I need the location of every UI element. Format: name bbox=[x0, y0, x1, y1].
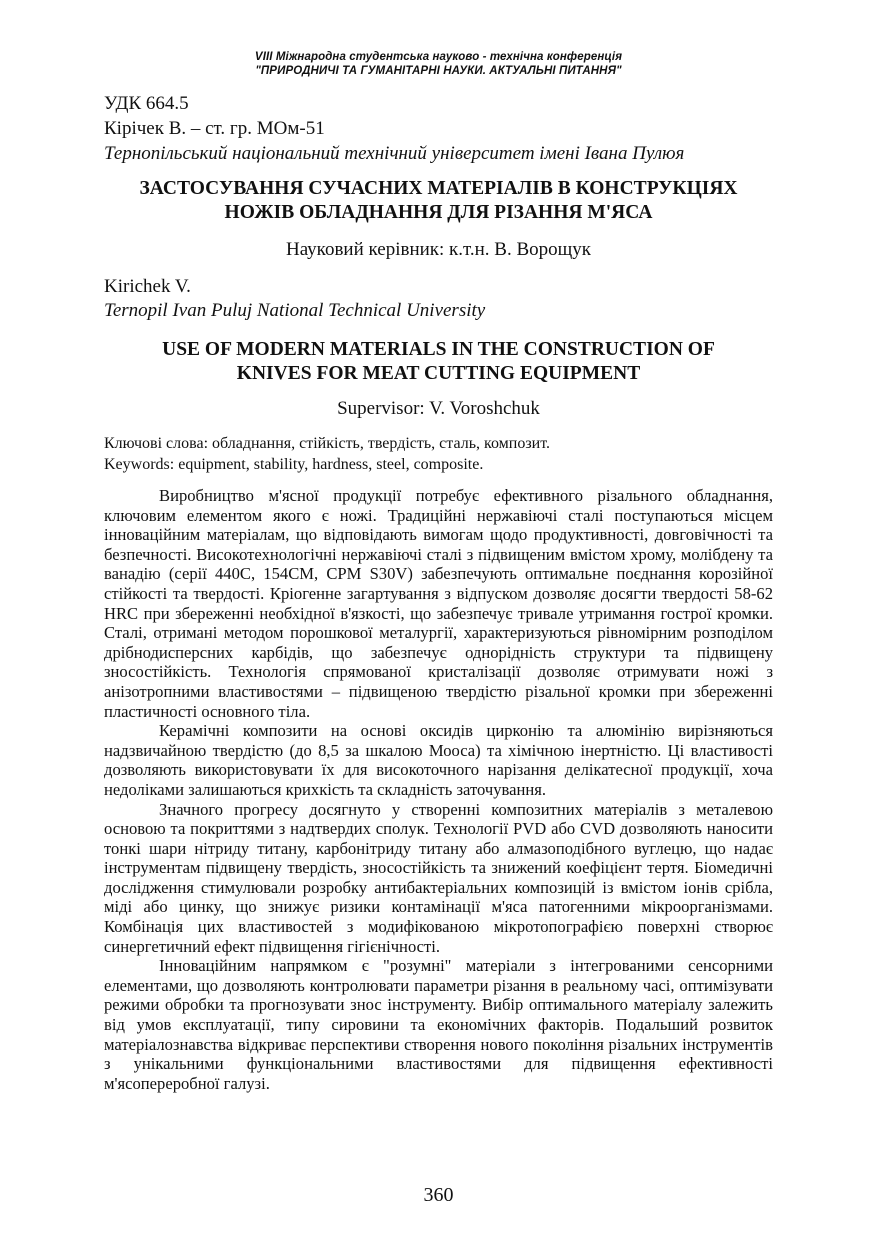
body-paragraph: Значного прогресу досягнуто у створенні композитних матеріалів з металевою основою та покриттями з надтвердих сполук. Технології PVD або CVD дозволяють наносити тонкі шари нітриду титану, карбонітриду титану або алмазоподібного вуглецю, що надає інструментам підвищену твердість, зносостійкість та знижений коефіцієнт тертя. Біомедичні дослідження стимулювали розробку антибактеріальних композицій із вмістом іонів срібла, міді або цинку, що знижує ризики контамінації м'яса патогенними мікроорганізмами. Комбінація цих властивостей з модифікованою мікротопографією поверхні створює синергетичний ефект підвищення гігієнічності. bbox=[104, 799, 773, 956]
conference-header-line1: VIII Міжнародна студентська науково - технічна конференція bbox=[254, 51, 623, 63]
supervisor-ukrainian: Науковий керівник: к.т.н. В. Ворощук bbox=[285, 239, 592, 260]
udk-code: УДК 664.5 bbox=[104, 93, 189, 114]
title-english-line1: USE OF MODERN MATERIALS IN THE CONSTRUCTION OF bbox=[162, 339, 715, 360]
keywords-ukrainian: Ключові слова: обладнання, стійкість, твердість, сталь, композит. bbox=[104, 435, 550, 452]
title-english-line2: KNIVES FOR MEAT CUTTING EQUIPMENT bbox=[236, 363, 641, 384]
affiliation-ukrainian: Тернопільський національний технічний університет імені Івана Пулюя bbox=[104, 143, 685, 164]
affiliation-english: Ternopil Ivan Puluj National Technical University bbox=[104, 300, 486, 321]
body-paragraph: Керамічні композити на основі оксидів цирконію та алюмінію вирізняються надзвичайною твердістю (до 8,5 за шкалою Мооса) та хімічною інертністю. Ці властивості дозволяють використовувати їх для високоточного нарізання делікатесної продукції, хоча недоліками залишаються крихкість та складність заточування. bbox=[104, 721, 773, 799]
author-ukrainian: Кірічек В. – ст. гр. МОм-51 bbox=[104, 118, 325, 139]
body-paragraph: Виробництво м'ясної продукції потребує ефективного різального обладнання, ключовим елементом якого є ножі. Традиційні нержавіючі сталі поступаються місцем інноваційним матеріалам, що відповідають вимогам щодо продуктивності, довговічності та безпечності. Високотехнологічні нержавіючі сталі з підвищеним вмістом хрому, молібдену та ванадію (серії 440С, 154CM, CPM S30V) забезпечують оптимальне поєднання корозійної стійкості та твердості. Кріогенне загартування з відпуском дозволяє досягти твердості 58-62 HRC при збереженні необхідної в'язкості, що забезпечує тривале утримання гострої кромки. Сталі, отримані методом порошкової металургії, характеризуються рівномірним розподілом дрібнодисперсних карбідів, що забезпечує однорідність структури та підвищену зносостійкість. Технологія спрямованої кристалізації дозволяє отримувати ножі з анізотропними властивостями – підвищеною твердістю різальної кромки при збереженні пластичності основного тіла. bbox=[104, 486, 773, 721]
body-text bbox=[104, 486, 773, 1093]
title-ukrainian-line1: ЗАСТОСУВАННЯ СУЧАСНИХ МАТЕРІАЛІВ В КОНСТРУКЦІЯХ bbox=[139, 178, 738, 199]
supervisor-english: Supervisor: V. Voroshchuk bbox=[337, 398, 540, 419]
author-english: Kirichek V. bbox=[104, 276, 191, 297]
page-number: 360 bbox=[423, 1184, 454, 1206]
conference-header-line2: "ПРИРОДНИЧІ ТА ГУМАНІТАРНІ НАУКИ. АКТУАЛЬНІ ПИТАННЯ" bbox=[255, 65, 622, 77]
body-paragraph: Інноваційним напрямком є "розумні" матеріали з інтегрованими сенсорними елементами, що дозволяють контролювати параметри різання в реальному часі, оптимізувати режими обробки та прогнозувати знос інструменту. Вибір оптимального матеріалу залежить від умов експлуатації, типу сировини та економічних факторів. Подальший розвиток матеріалознавства відкриває перспективи створення нового покоління різальних інструментів з унікальними функціональними властивостями для підвищення ефективності м'ясопереробної галузі. bbox=[104, 956, 773, 1093]
title-ukrainian-line2: НОЖІВ ОБЛАДНАННЯ ДЛЯ РІЗАННЯ М'ЯСА bbox=[224, 202, 653, 223]
keywords-english: Keywords: equipment, stability, hardness, steel, composite. bbox=[104, 456, 484, 473]
